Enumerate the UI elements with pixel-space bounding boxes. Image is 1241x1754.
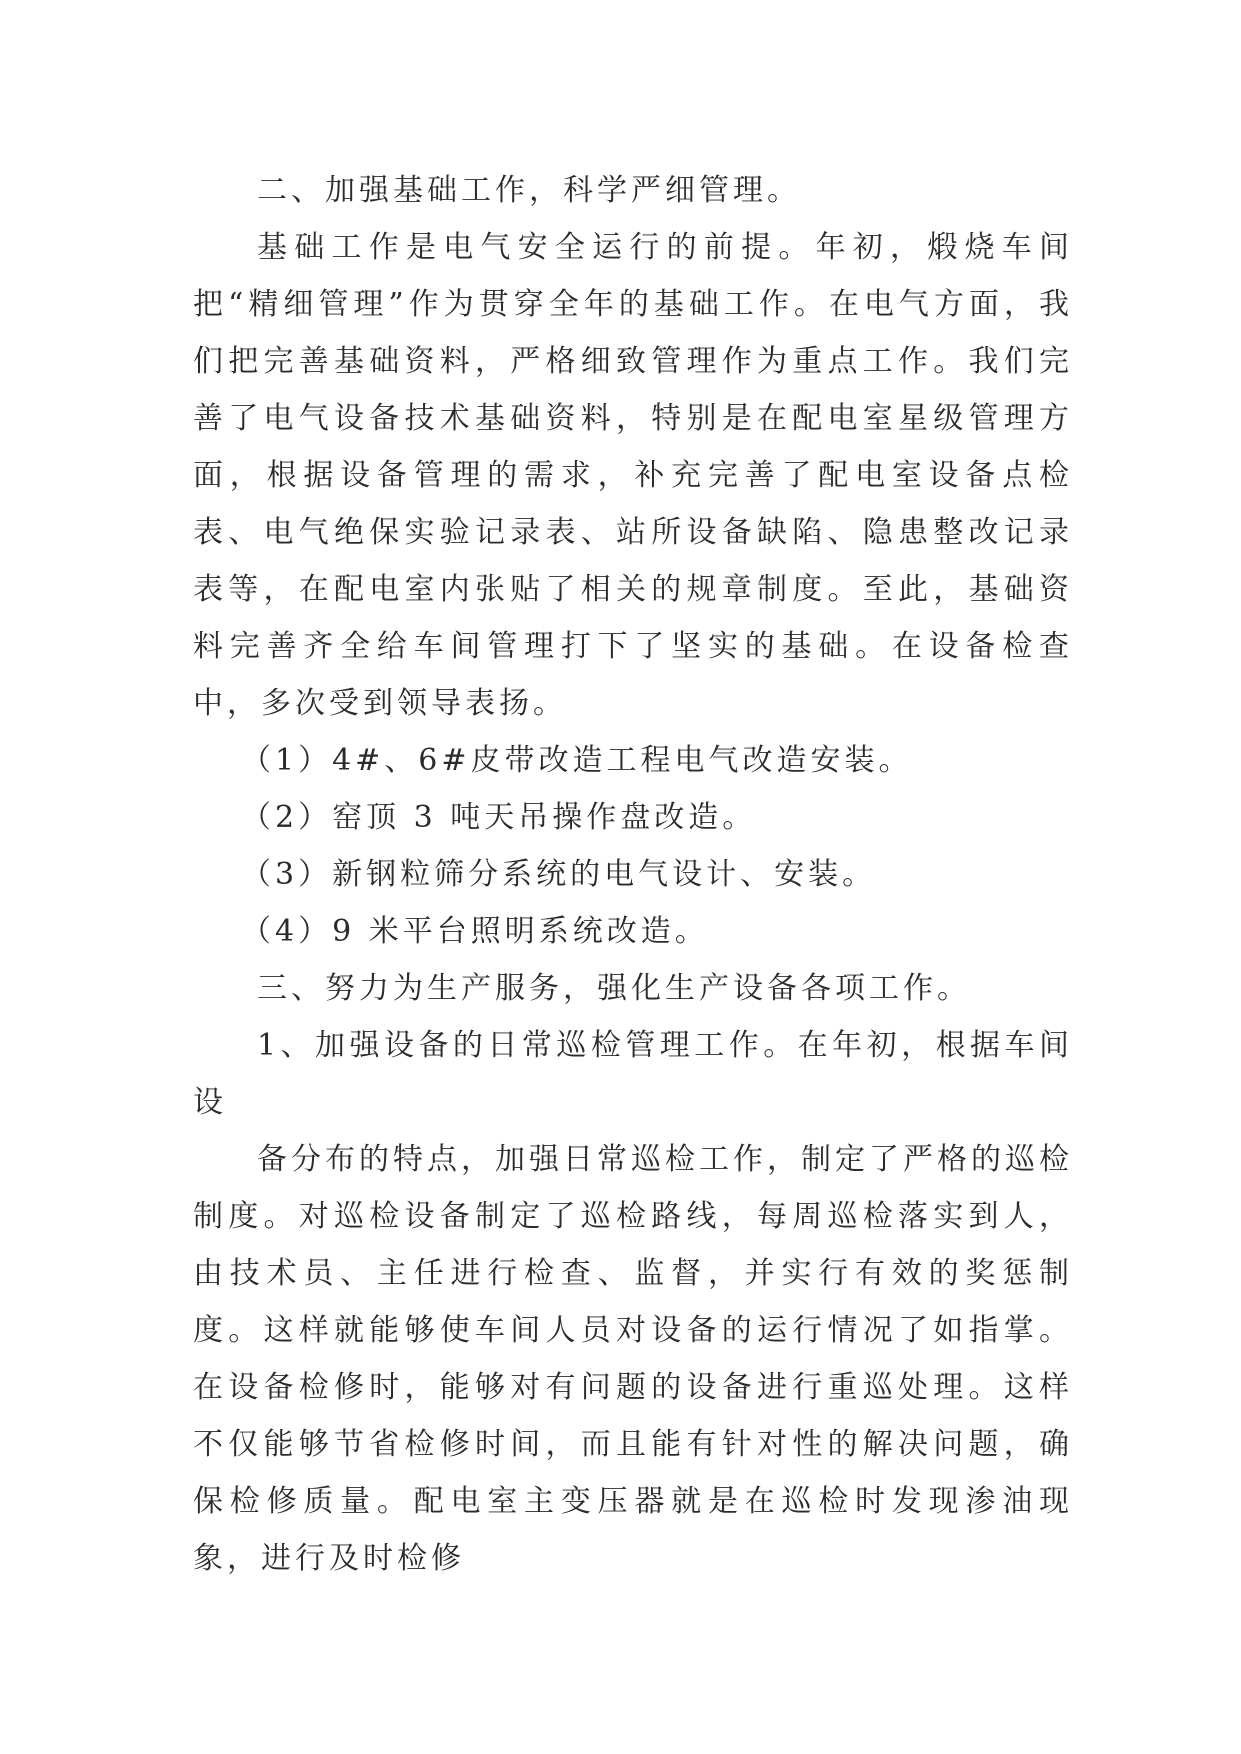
document-body xyxy=(193,162,1073,1587)
paragraph-foundation-work: 基础工作是电气安全运行的前提。年初，煅烧车间把“精细管理”作为贯穿全年的基础工作。在电气方面，我们把完善基础资料，严格细致管理作为重点工作。我们完善了电气设备技术基础资料，特别是在配电室星级管理方面，根据设备管理的需求，补充完善了配电室设备点检表、电气绝保实验记录表、站所设备缺陷、隐患整改记录表等，在配电室内张贴了相关的规章制度。至此，基础资料完善齐全给车间管理打下了坚实的基础。在设备检查中，多次受到领导表扬。 xyxy=(193,230,1073,721)
section-heading-2: 二、加强基础工作，科学严细管理。 xyxy=(257,173,801,208)
paragraph-inspection-body: 备分布的特点，加强日常巡检工作，制定了严格的巡检制度。对巡检设备制定了巡检路线，每周巡检落实到人，由技术员、主任进行检查、监督，并实行有效的奖惩制度。这样就能够使车间人员对设备的运行情况了如指掌。在设备检修时，能够对有问题的设备进行重巡处理。这样不仅能够节省检修时间，而且能有针对性的解决问题，确保检修质量。配电室主变压器就是在巡检时发现渗油现象，进行及时检修 xyxy=(193,1142,1073,1576)
section-heading-3: 三、努力为生产服务，强化生产设备各项工作。 xyxy=(257,971,971,1006)
list-item-3: （3）新钢粒筛分系统的电气设计、安装。 xyxy=(241,857,877,892)
list-item-4: （4）9 米平台照明系统改造。 xyxy=(241,914,709,949)
paragraph-inspection-intro: 1、加强设备的日常巡检管理工作。在年初，根据车间设 xyxy=(193,1028,1073,1120)
list-item-2: （2）窑顶 3 吨天吊操作盘改造。 xyxy=(241,800,757,835)
list-item-1: （1）4#、6#皮带改造工程电气改造安装。 xyxy=(241,743,913,778)
